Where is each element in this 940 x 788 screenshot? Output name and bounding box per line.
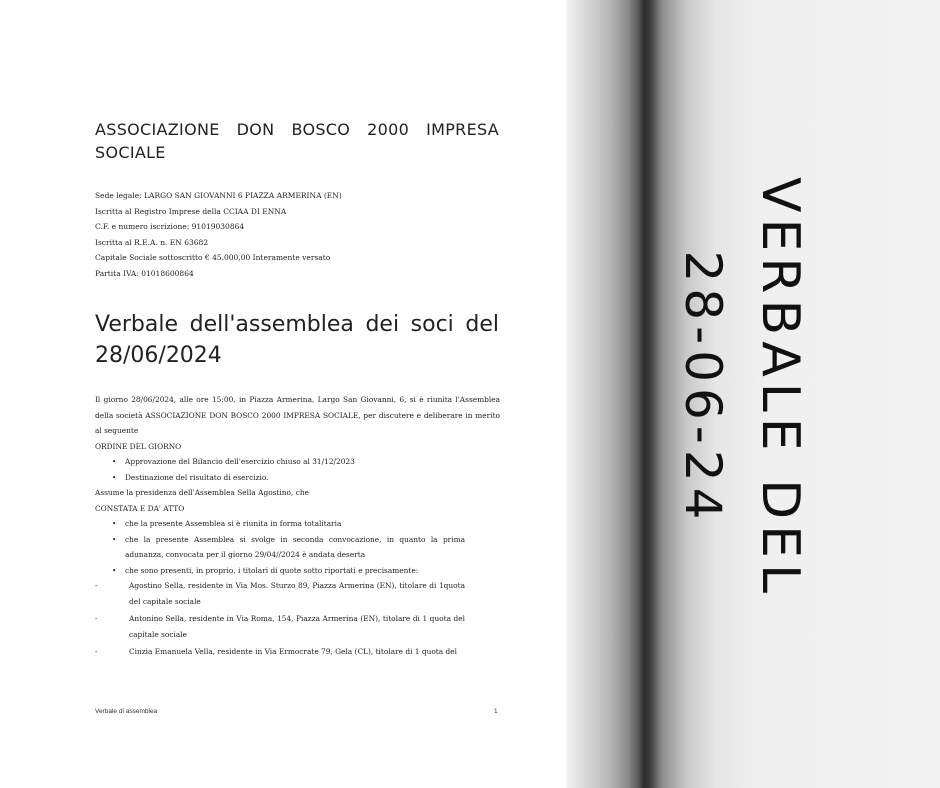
presidenza-text: Assume la presidenza dell'Assemblea Sella Agostino, che: [95, 488, 309, 497]
dash-marker: -: [95, 647, 98, 656]
constata-title: CONSTATA E DA' ATTO: [95, 503, 185, 513]
spine-date: 28-06-24: [674, 250, 732, 526]
socio-text: Cinzia Emanuela Vella, residente in Via Ermocrate 79, Gela (CL), titolare di 1 quota del: [129, 647, 457, 656]
ordine-item: • Approvazione del Bilancio dell'esercizio chiuso al 31/12/2023: [95, 454, 500, 470]
socio-text: Antonino Sella, residente in Via Roma, 154, Piazza Armerina (EN), titolare di 1 quota del capitale sociale: [129, 614, 465, 639]
info-line: Iscritta al Registro Imprese della CCIAA DI ENNA: [95, 206, 287, 216]
socio-entry: [95, 611, 465, 642]
spine-label-2: [673, 0, 733, 788]
ordine-item: • Destinazione del risultato di esercizio.: [95, 470, 500, 486]
document-body: [95, 392, 500, 660]
document-heading: Verbale dell'assemblea dei soci del 28/06/2024: [95, 312, 499, 368]
info-line: Iscritta al R.E.A. n. EN 63682: [95, 237, 209, 247]
info-line: Capitale Sociale sottoscritto € 45.000,00 Interamente versato: [95, 253, 331, 263]
constata-item: • che sono presenti, in proprio, i titolari di quote sotto riportati e precisamente:: [95, 563, 500, 579]
socio-entry: [95, 644, 465, 660]
footer-label: Verbale di assemblea: [95, 708, 158, 715]
socio-entry: [95, 578, 465, 609]
company-info: [95, 188, 475, 282]
dash-marker: -: [95, 614, 98, 623]
page-number: 1: [494, 708, 498, 715]
info-line: Partita IVA: 01018600864: [95, 268, 194, 278]
dash-marker: -: [95, 581, 98, 590]
info-line: C.F. e numero iscrizione: 91019030864: [95, 222, 245, 232]
ordine-title: ORDINE DEL GIORNO: [95, 441, 182, 451]
spine-title: VERBALE DEL: [750, 176, 810, 600]
info-line: Sede legale: LARGO SAN GIOVANNI 6 PIAZZA ARMERINA (EN): [95, 191, 342, 200]
intro-paragraph: Il giorno 28/06/2024, alle ore 15:00, in Piazza Armerina, Largo San Giovanni, 6, si è riunita l'Assemblea della società ASSOCIAZIONE DON BOSCO 2000 IMPRESA SOCIALE, per discutere e deliberare in merito al seguente: [95, 395, 500, 435]
spine-label-1: [750, 0, 810, 788]
constata-item: • che la presente Assemblea si svolge in seconda convocazione, in quanto la prima adunanza, convocata per il giorno 29/04//2024 è andata deserta: [95, 532, 465, 563]
company-title: ASSOCIAZIONE DON BOSCO 2000 IMPRESA SOCIALE: [95, 120, 499, 162]
constata-item: • che la presente Assemblea si è riunita in forma totalitaria: [95, 516, 500, 532]
socio-text: Agostino Sella, residente in Via Mos. Sturzo 89, Piazza Armerina (EN), titolare di 1quota del capitale sociale: [129, 581, 465, 606]
